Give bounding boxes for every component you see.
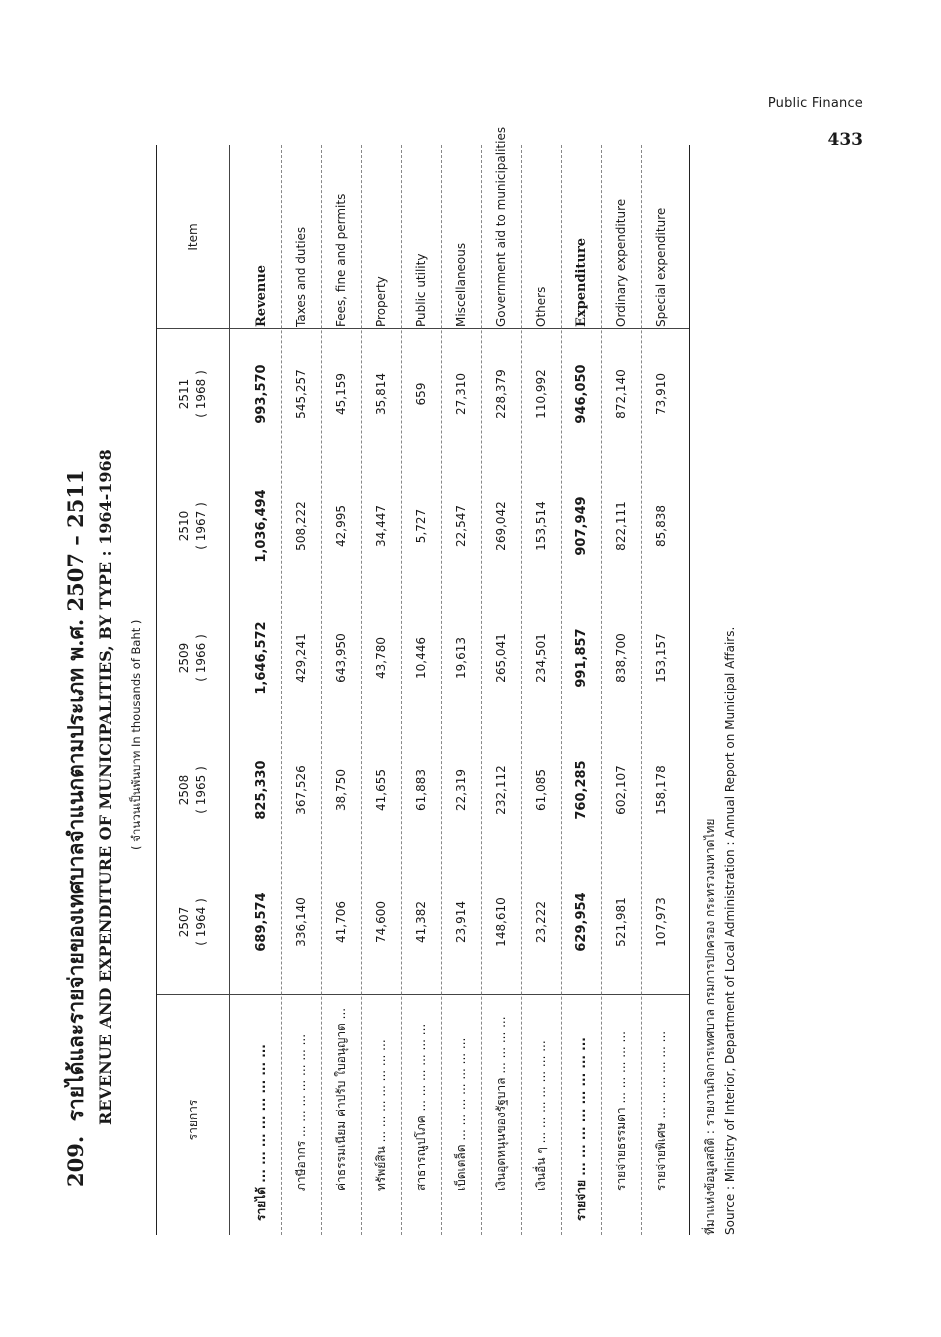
header-year-2508: 2508 ( 1965 ) [177, 766, 208, 814]
row-label-english: Revenue [253, 264, 269, 327]
cell-value: 148,610 [494, 897, 508, 947]
cell-value: 23,222 [534, 901, 548, 943]
row-label-english: Expenditure [573, 237, 589, 327]
row-label-thai: เบ็ดเตล็ด ... ... ... ... ... ... ... [453, 1037, 468, 1191]
cell-value: 153,514 [534, 501, 548, 551]
header-year-2510: 2510 ( 1967 ) [177, 502, 208, 550]
page-number: 433 [827, 130, 863, 150]
row-label-english: Ordinary expenditure [614, 198, 628, 327]
cell-value: 74,600 [374, 901, 388, 943]
row-label-thai: รายจ่ายธรรมดา ... ... ... ... ... [613, 1031, 628, 1191]
cell-value: 42,995 [334, 505, 348, 547]
cell-value: 23,914 [454, 901, 468, 943]
table-row [641, 145, 681, 1235]
cell-value: 41,706 [334, 901, 348, 943]
table-title-thai [60, 115, 93, 1265]
cell-value: 38,750 [334, 769, 348, 811]
cell-value: 1,646,572 [253, 621, 269, 695]
row-label-thai: เงินอุดหนุนของรัฐบาล ... ... ... ... [493, 1016, 508, 1191]
cell-value: 27,310 [454, 373, 468, 415]
table-notes [700, 145, 740, 1235]
cell-value: 429,241 [294, 633, 308, 683]
cell-value: 153,157 [654, 633, 668, 683]
cell-value: 110,992 [534, 369, 548, 419]
table-row [281, 145, 321, 1235]
table-title-english: REVENUE AND EXPENDITURE OF MUNICIPALITIES, BY TYPE : 1964-1968 [96, 449, 115, 1125]
data-table [156, 126, 690, 1235]
cell-value: 602,107 [614, 765, 628, 815]
cell-value: 232,112 [494, 765, 508, 815]
row-label-english: Government aid to municipalities [494, 126, 508, 327]
cell-value: 22,319 [454, 769, 468, 811]
cell-value: 35,814 [374, 373, 388, 415]
row-label-thai: เงินอื่น ๆ ... ... ... ... ... ... ... [533, 1040, 548, 1191]
row-label-thai: ภาษีอากร ... ... ... ... ... ... ... [293, 1033, 308, 1191]
cell-value: 822,111 [614, 501, 628, 551]
row-label-english: Special expenditure [654, 207, 668, 327]
table-row [441, 145, 481, 1235]
cell-value: 158,178 [654, 765, 668, 815]
cell-value: 545,257 [294, 369, 308, 419]
header-year-2509: 2509 ( 1966 ) [177, 634, 208, 682]
row-label-thai: ทรัพย์สิน ... ... ... ... ... ... ... [373, 1039, 388, 1191]
cell-value: 61,085 [534, 769, 548, 811]
table-row [521, 145, 561, 1235]
cell-value: 10,446 [414, 637, 428, 679]
row-label-thai: สาธารณูปโภค ... ... ... ... ... ... [413, 1023, 428, 1191]
cell-value: 659 [414, 382, 428, 406]
row-label-english: Miscellaneous [454, 242, 468, 327]
running-head: Public Finance [767, 96, 863, 111]
cell-value: 838,700 [614, 633, 628, 683]
cell-value: 22,547 [454, 505, 468, 547]
row-label-english: Property [374, 276, 388, 327]
header-rule [229, 145, 230, 1235]
cell-value: 336,140 [294, 897, 308, 947]
source-thai: ที่มาแห่งข้อมูลสถิติ : รายงานกิจการเทศบาล กรมการปกครอง กระทรวงมหาดไทย [703, 818, 717, 1235]
cell-value: 41,655 [374, 769, 388, 811]
cell-value: 45,159 [334, 373, 348, 415]
cell-value: 107,973 [654, 897, 668, 947]
table-row [361, 145, 401, 1235]
cell-value: 643,950 [334, 633, 348, 683]
cell-value: 43,780 [374, 637, 388, 679]
cell-value: 367,526 [294, 765, 308, 815]
cell-value: 689,574 [253, 892, 269, 952]
header-item-english: Item [185, 223, 200, 251]
cell-value: 73,910 [654, 373, 668, 415]
header-year-2511: 2511 ( 1968 ) [177, 370, 208, 418]
cell-value: 41,382 [414, 901, 428, 943]
table-unit-note: ( จำนวนเป็นพันบาท In thousands of Baht ) [129, 619, 143, 850]
row-label-english: Public utility [414, 253, 428, 327]
cell-value: 34,447 [374, 505, 388, 547]
cell-value: 228,379 [494, 369, 508, 419]
cell-value: 85,838 [654, 505, 668, 547]
cell-value: 993,570 [253, 364, 269, 424]
header-item-thai: รายการ [185, 1099, 200, 1141]
cell-value: 946,050 [573, 364, 589, 424]
rotated-table-block [60, 115, 750, 1265]
cell-value: 629,954 [573, 892, 589, 952]
source-english: Source : Ministry of Interior, Department of Local Administration : Annual Report on Municipal Affairs. [723, 626, 737, 1235]
cell-value: 19,613 [454, 637, 468, 679]
table-row [401, 145, 441, 1235]
row-label-english: Fees, fine and permits [334, 193, 348, 327]
row-label-thai: รายจ่าย ... ... ... ... ... ... ... ... [573, 1037, 588, 1221]
table-row [321, 145, 361, 1235]
row-label-thai: รายจ่ายพิเศษ ... ... ... ... ... ... [653, 1030, 668, 1191]
cell-value: 872,140 [614, 369, 628, 419]
table-header [157, 145, 229, 1235]
table-row [601, 145, 641, 1235]
cell-value: 234,501 [534, 633, 548, 683]
cell-value: 907,949 [573, 496, 589, 556]
cell-value: 1,036,494 [253, 489, 269, 563]
cell-value: 265,041 [494, 633, 508, 683]
table-row [241, 145, 281, 1235]
cell-value: 61,883 [414, 769, 428, 811]
table-row [561, 145, 601, 1235]
row-label-english: Others [534, 286, 548, 327]
table-title-thai-text: รายได้และรายจ่ายของเทศบาลจำแนกตามประเภท พ.ศ. 2507 – 2511 [63, 469, 88, 1122]
cell-value: 5,727 [414, 508, 428, 544]
cell-value: 991,857 [573, 628, 589, 688]
cell-value: 521,981 [614, 897, 628, 947]
cell-value: 508,222 [294, 501, 308, 551]
table-row [481, 126, 521, 1235]
cell-value: 269,042 [494, 501, 508, 551]
row-label-english: Taxes and duties [294, 226, 308, 327]
row-label-thai: ค่าธรรมเนียม ค่าปรับ ใบอนุญาต ... [333, 1007, 348, 1191]
cell-value: 760,285 [573, 760, 589, 820]
cell-value: 825,330 [253, 760, 269, 820]
header-year-2507: 2507 ( 1964 ) [177, 898, 208, 946]
table-number: 209. [63, 1135, 88, 1187]
row-label-thai: รายได้ ... ... ... ... ... ... ... ... [253, 1044, 268, 1221]
